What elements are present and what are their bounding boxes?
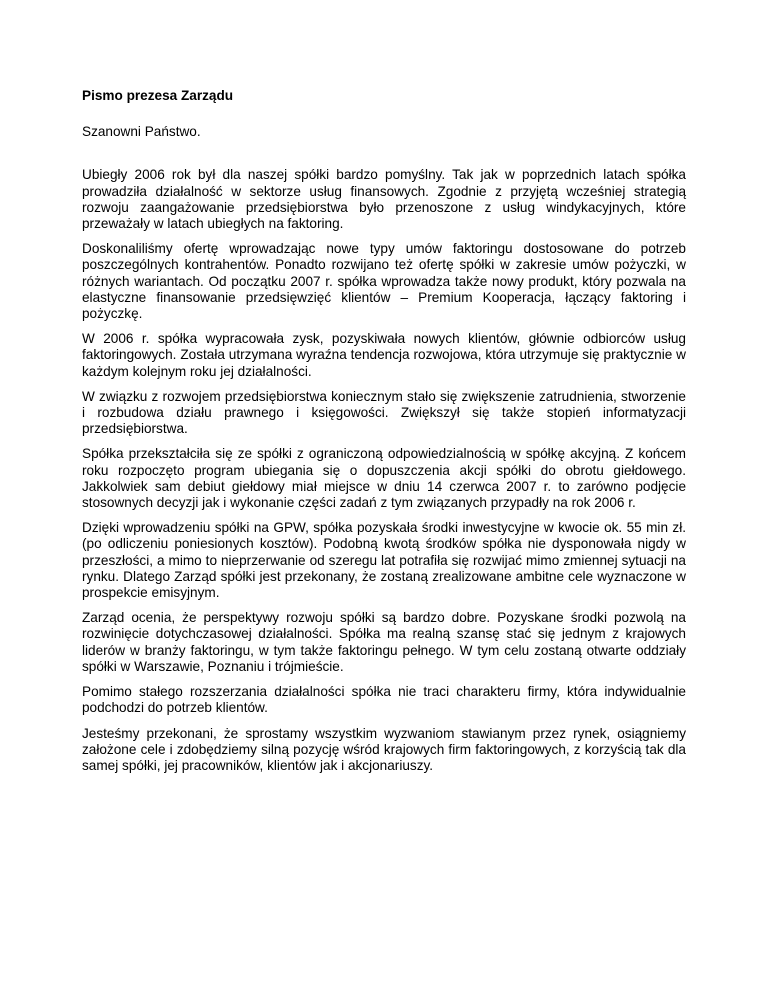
paragraph-6: Dzięki wprowadzeniu spółki na GPW, spółka pozyskała środki inwestycyjne w kwocie ok. 55 min zł. (po odliczeniu poniesionych kosztów). Podobną kwotą środków spółka nie dysponowała nigdy w przeszłości, a mimo to nieprzerwanie od szeregu lat potrafiła się rozwijać mimo zmiennej sytuacji na rynku. Dlatego Zarząd spółki jest przekonany, że zostaną zrealizowane ambitne cele wyznaczone w prospekcie emisyjnym. [82,520,686,601]
paragraph-8: Pomimo stałego rozszerzania działalności spółka nie traci charakteru firmy, która indywidualnie podchodzi do potrzeb klientów. [82,684,686,716]
document-page [82,88,686,783]
document-title: Pismo prezesa Zarządu [82,88,234,103]
salutation: Szanowni Państwo. [82,124,201,140]
paragraph-9: Jesteśmy przekonani, że sprostamy wszystkim wyzwaniom stawianym przez rynek, osiągniemy założone cele i zdobędziemy silną pozycję wśród krajowych firm faktoringowych, z korzyścią tak dla samej spółki, jej pracowników, klientów jak i akcjonariuszy. [82,725,686,773]
paragraph-4: W związku z rozwojem przedsiębiorstwa koniecznym stało się zwiększenie zatrudnienia, stworzenie i rozbudowa działu prawnego i księgowości. Zwiększył się także stopień informatyzacji przedsiębiorstwa. [82,388,686,437]
paragraph-2: Doskonaliliśmy ofertę wprowadzając nowe typy umów faktoringu dostosowane do potrzeb poszczególnych kontrahentów. Ponadto rozwijano też ofertę spółki w zakresie umów pożyczki, w różnych wariantach. Od początku 2007 r. spółka wprowadza także nowy produkt, który pozwala na elastyczne finansowanie przedsięwzięć klientów – Premium Kooperacja, łączący faktoring i pożyczkę. [82,241,686,322]
paragraph-7: Zarząd ocenia, że perspektywy rozwoju spółki są bardzo dobre. Pozyskane środki pozwolą na rozwinięcie dotychczasowej działalności. Spółka ma realną szansę stać się jednym z krajowych liderów w branży faktoringu, w tym także faktoringu pełnego. W tym celu zostaną otwarte oddziały spółki w Warszawie, Poznaniu i trójmieście. [82,610,686,674]
paragraph-3: W 2006 r. spółka wypracowała zysk, pozyskiwała nowych klientów, głównie odbiorców usług faktoringowych. Została utrzymana wyraźna tendencja rozwojowa, która utrzymuje się praktycznie w każdym kolejnym roku jej działalności. [82,331,686,379]
paragraph-5: Spółka przekształciła się ze spółki z ograniczoną odpowiedzialnością w spółkę akcyjną. Z końcem roku rozpoczęto program ubiegania się o dopuszczenia akcji spółki do obrotu giełdowego. Jakkolwiek sam debiut giełdowy miał miejsce w dniu 14 czerwca 2007 r. to zarówno podjęcie stosownych decyzji jak i wykonanie części zadań z tym związanych przypadły na rok 2006 r. [82,446,686,511]
paragraph-1: Ubiegły 2006 rok był dla naszej spółki bardzo pomyślny. Tak jak w poprzednich latach spółka prowadziła działalność w sektorze usług finansowych. Zgodnie z przyjętą wcześniej strategią rozwoju zaangażowanie przedsiębiorstwa było przenoszone z usług windykacyjnych, które przeważały w latach ubiegłych na faktoring. [82,167,686,232]
